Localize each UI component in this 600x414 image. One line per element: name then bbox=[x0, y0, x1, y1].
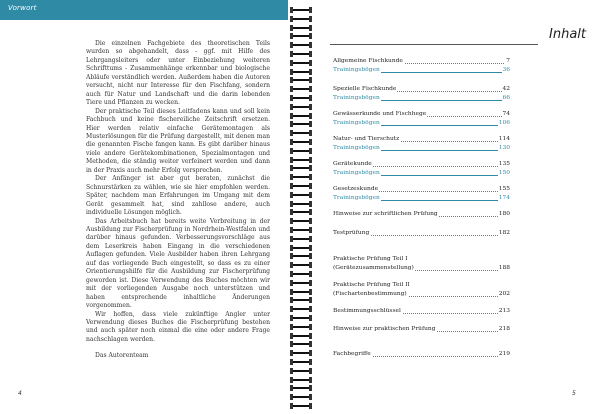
toc-entry-page: 130 bbox=[498, 145, 510, 151]
spiral-coil bbox=[291, 272, 311, 276]
toc-entry-title: Spezielle Fischkunde bbox=[333, 86, 397, 92]
toc-entry-title: Gesetzeskunde bbox=[333, 186, 379, 192]
toc-entry[interactable] bbox=[333, 169, 510, 178]
toc-entry-title: (Gerätezusammenstellung) bbox=[333, 265, 414, 271]
toc-entry-page: 74 bbox=[502, 111, 510, 117]
spiral-coil bbox=[291, 316, 311, 320]
paragraph: Der praktische Teil dieses Leitfadens kann und soll kein Fachbuch und keine fischereiliche Zeitschrift ersetzen. Hier werden relativ einfache Gerätemontagen als Musterlösungen für die Prüfung dargestellt, mit denen man die genannten Fische fangen kann. Es gibt darüber hinaus viele andere Gerätekombinationen, Spezialmontagen und Methoden, die ständig weiter verfeinert werden und dann in der Praxis auch mehr Erfolg versprechen. bbox=[86, 107, 270, 174]
toc-entry-title: Bestimmungsschlüssel bbox=[333, 308, 401, 314]
paragraph: Der Anfänger ist aber gut beraten, zunächst die Schnurstärken zu wählen, wie sie hier empfohlen werden. Später, nachdem man Erfahrungen im Umgang mit dem Gerät gesammelt hat, sind zahllose andere, auch individuelle Lösungen möglich. bbox=[86, 175, 270, 217]
spiral-coil bbox=[291, 254, 311, 258]
toc-entry-title: Trainingsbögen bbox=[333, 195, 380, 201]
spiral-coil bbox=[291, 298, 311, 302]
toc-entry-page: 106 bbox=[498, 120, 510, 126]
toc-entry-title: Allgemeine Fischkunde bbox=[333, 58, 403, 64]
spiral-coil bbox=[291, 114, 311, 118]
toc-entry[interactable] bbox=[333, 185, 510, 194]
toc-entry[interactable] bbox=[333, 255, 510, 264]
toc-entry-title: Gewässerkunde und Fischhege bbox=[333, 111, 427, 117]
spiral-coil bbox=[291, 26, 311, 30]
spiral-coil bbox=[291, 34, 311, 38]
spiral-coil bbox=[291, 105, 311, 109]
toc-entry-title: Trainingsbögen bbox=[333, 95, 380, 101]
left-page-number: 4 bbox=[18, 390, 22, 397]
spiral-coil bbox=[291, 140, 311, 144]
spiral-coil bbox=[291, 307, 311, 311]
spiral-coil bbox=[291, 325, 311, 329]
signature: Das Autorenteam bbox=[95, 352, 149, 360]
toc-entry[interactable] bbox=[333, 264, 510, 273]
toc-entry-title: Fachbegriffe bbox=[333, 351, 371, 357]
right-page-number: 5 bbox=[572, 390, 576, 397]
toc-entry[interactable] bbox=[333, 210, 510, 219]
toc-entry-title: Hinweise zur praktischen Prüfung bbox=[333, 326, 436, 332]
paragraph: Die einzelnen Fachgebiete des theoretischen Teils wurden so abgehandelt, dass - ggf. mit Hilfe des Lehrgangsleiters oder unter Einbeziehung weiteren Schrifttums - Zusammenhänge erkennbar und biologische Abläufe verständlich werden. Außerdem haben die Autoren versucht, nicht nur Interesse für den Fischfang, sondern auch für Natur und Landschaft und die darin lebenden Tiere und Pflanzen zu wecken. bbox=[86, 40, 270, 107]
spiral-coil bbox=[291, 184, 311, 188]
toc-entry[interactable] bbox=[333, 290, 510, 299]
spiral-coil bbox=[291, 61, 311, 65]
spiral-coil bbox=[291, 290, 311, 294]
foreword-text bbox=[86, 40, 270, 361]
toc-entry-title: Hinweise zur schriftlichen Prüfung bbox=[333, 211, 438, 217]
spiral-coil bbox=[291, 8, 311, 12]
toc-entry-page: 180 bbox=[498, 211, 510, 217]
spiral-coil bbox=[291, 237, 311, 241]
spiral-coil bbox=[291, 96, 311, 100]
spiral-coil bbox=[291, 122, 311, 126]
toc-entry-page: 188 bbox=[498, 265, 510, 271]
toc-entry-title: Trainingsbögen bbox=[333, 120, 380, 126]
toc-entry-page: 66 bbox=[502, 95, 510, 101]
toc-entry-page: 213 bbox=[498, 308, 510, 314]
spiral-coil bbox=[291, 369, 311, 373]
spiral-coil bbox=[291, 78, 311, 82]
spiral-coil bbox=[291, 193, 311, 197]
toc-entry-page: 174 bbox=[498, 195, 510, 201]
spiral-coil bbox=[291, 166, 311, 170]
toc-entry-title: Natur- und Tierschutz bbox=[333, 136, 400, 142]
toc-entry-title: Testprüfung bbox=[333, 230, 370, 236]
toc-entry-title: Trainingsbögen bbox=[333, 67, 380, 73]
spiral-coil bbox=[291, 43, 311, 47]
toc-entry[interactable] bbox=[333, 94, 510, 103]
toc-entry[interactable] bbox=[333, 350, 510, 359]
toc-entry-page: 135 bbox=[498, 161, 510, 167]
spiral-coil bbox=[291, 175, 311, 179]
toc-entry[interactable] bbox=[333, 281, 510, 290]
toc-entry-page: 7 bbox=[506, 58, 510, 64]
spiral-coil bbox=[291, 52, 311, 56]
toc-entry-page: 155 bbox=[498, 186, 510, 192]
spiral-coil bbox=[291, 228, 311, 232]
spiral-coil bbox=[291, 395, 311, 399]
toc-entry-page: 42 bbox=[502, 86, 510, 92]
toc-entry-page: 36 bbox=[502, 67, 510, 73]
section-label: Vorwort bbox=[8, 4, 37, 12]
spiral-coil bbox=[291, 360, 311, 364]
toc-entry-title: (Fischartenbestimmung) bbox=[333, 291, 407, 297]
spiral-coil bbox=[291, 351, 311, 355]
toc-entry-title: Praktische Prüfung Teil I bbox=[333, 256, 408, 262]
spiral-coil bbox=[291, 158, 311, 162]
spiral-coil bbox=[291, 404, 311, 408]
spiral-coil bbox=[291, 378, 311, 382]
toc-entry[interactable] bbox=[333, 66, 510, 75]
toc-entry[interactable] bbox=[333, 57, 510, 66]
spiral-coil bbox=[291, 70, 311, 74]
toc-entry-page: 202 bbox=[498, 291, 510, 297]
spiral-coil bbox=[291, 386, 311, 390]
spiral-coil bbox=[291, 334, 311, 338]
paragraph: Wir hoffen, dass viele zukünftige Angler unter Verwendung dieses Buches die Fischerprüfung bestehen und auch später noch einmal die eine oder andere Frage nachschlagen werden. bbox=[86, 310, 270, 343]
toc-entry-page: 218 bbox=[498, 326, 510, 332]
spiral-coil bbox=[291, 131, 311, 135]
toc-entry[interactable] bbox=[333, 144, 510, 153]
toc-entry[interactable] bbox=[333, 325, 510, 334]
spiral-coil bbox=[291, 87, 311, 91]
paragraph: Das Arbeitsbuch hat bereits weite Verbreitung in der Ausbildung zur Fischerprüfung in Nordrhein-Westfalen und darüber hinaus gefunden. Verbesserungsvorschläge aus dem Leserkreis haben Eingang in die verschiedenen Auflagen gefunden. Viele Ausbilder haben ihren Lehrgang auf das vorliegende Buch eingestellt, so dass es zu einer Orientierungshilfe für die Ausbildung zur Fischerprüfung geworden ist. Diese Verwendung des Buches möchten wir mit der vorliegenden Ausgabe noch unterstützen und haben entsprechende inhaltliche Änderungen vorgenommen. bbox=[86, 217, 270, 310]
page-title: Inhalt bbox=[549, 27, 586, 42]
toc-entry-title: Gerätekunde bbox=[333, 161, 372, 167]
spiral-coil bbox=[291, 281, 311, 285]
toc-entry-page: 150 bbox=[498, 170, 510, 176]
toc-entry-title: Praktische Prüfung Teil II bbox=[333, 282, 410, 288]
left-page-header-bar bbox=[0, 0, 290, 20]
spiral-binding bbox=[288, 0, 314, 414]
toc-entry-title: Trainingsbögen bbox=[333, 170, 380, 176]
toc-entry-title: Trainingsbögen bbox=[333, 145, 380, 151]
spiral-coil bbox=[291, 17, 311, 21]
spiral-coil bbox=[291, 210, 311, 214]
toc-entry-page: 219 bbox=[498, 351, 510, 357]
toc-entry[interactable] bbox=[333, 307, 510, 316]
toc-entry-page: 182 bbox=[498, 230, 510, 236]
toc-entry[interactable] bbox=[333, 119, 510, 128]
spiral-coil bbox=[291, 263, 311, 267]
toc-entry[interactable] bbox=[333, 229, 510, 238]
spiral-coil bbox=[291, 342, 311, 346]
toc-entry[interactable] bbox=[333, 194, 510, 203]
spiral-coil bbox=[291, 149, 311, 153]
spiral-coil bbox=[291, 219, 311, 223]
spiral-coil bbox=[291, 246, 311, 250]
toc-entry[interactable] bbox=[333, 85, 510, 94]
toc-entry[interactable] bbox=[333, 135, 510, 144]
toc-entry[interactable] bbox=[333, 160, 510, 169]
toc-entry[interactable] bbox=[333, 110, 510, 119]
toc-entry-page: 114 bbox=[498, 136, 510, 142]
spiral-coil bbox=[291, 202, 311, 206]
